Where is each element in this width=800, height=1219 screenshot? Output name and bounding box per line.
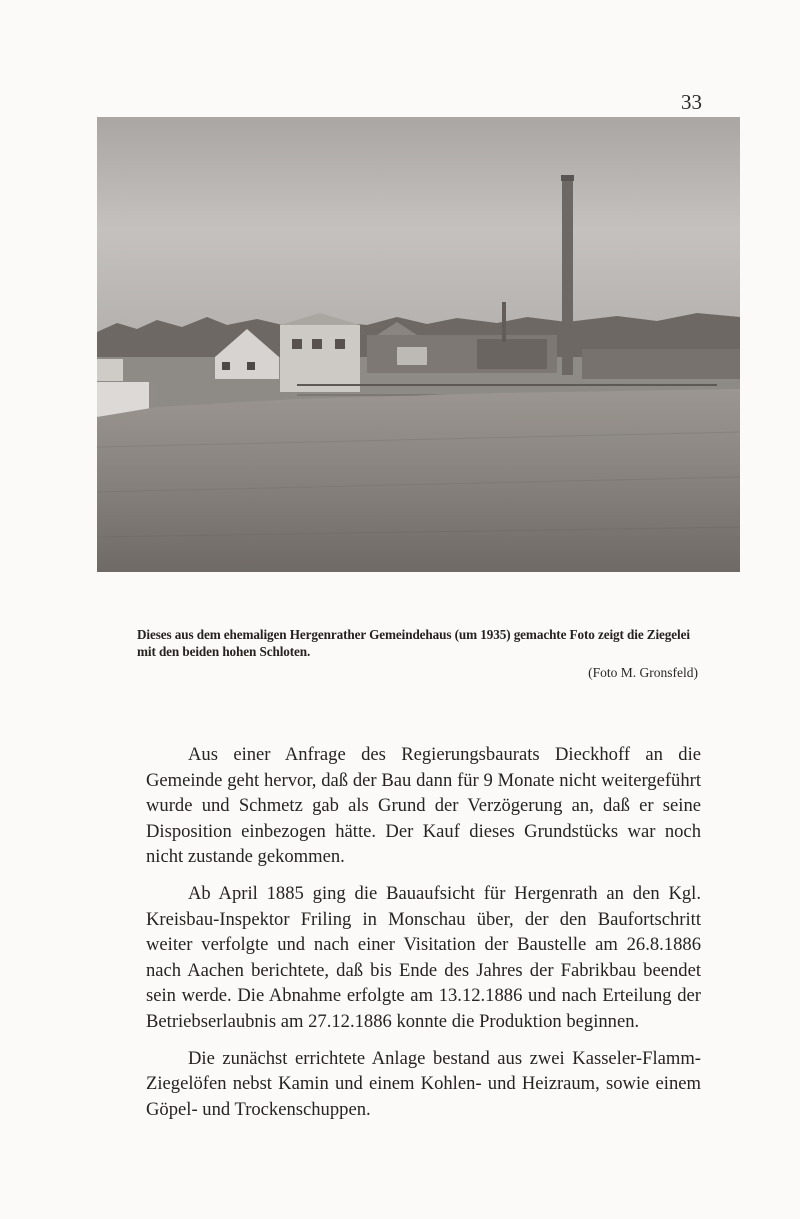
body-text [146, 742, 701, 1133]
photo-credit: (Foto M. Gronsfeld) [588, 665, 698, 680]
paragraph: Aus einer Anfrage des Regierungsbaurats Dieckhoff an die Gemeinde geht hervor, daß der Bau dann für 9 Monate nicht weitergeführt wurde und Schmetz gab als Grund der Verzögerung an, daß er seine Disposition einbezogen hätte. Der Kauf dieses Grundstücks war noch nicht zustande gekommen. [146, 744, 701, 868]
photo-chimney-small [502, 302, 506, 342]
photo-field [97, 389, 740, 572]
photo-chimney-tall [562, 179, 573, 375]
photo-sky [97, 117, 740, 342]
photo-tall-building [280, 325, 360, 392]
paragraph: Die zunächst errichtete Anlage bestand aus zwei Kasseler-Flamm-Ziegelöfen nebst Kamin und einem Kohlen- und Heizraum, sowie einem Göpel- und Trockenschuppen. [146, 1047, 701, 1120]
photo-caption: Dieses aus dem ehemaligen Hergenrather Gemeindehaus (um 1935) gemachte Foto zeigt die Ziegelei mit den beiden hohen Schloten. [137, 627, 690, 659]
historic-photo-brickworks [97, 117, 740, 572]
page-number: 33 [681, 90, 702, 114]
paragraph: Ab April 1885 ging die Bauaufsicht für Hergenrath an den Kgl. Kreisbau-Inspektor Friling in Monschau über, der den Baufortschritt weiter verfolgte und nach einer Visitation der Baustelle am 26.8.1886 nach Aachen berichtete, daß bis Ende des Jahres der Fabrikbau beendet sein werde. Die Abnahme erfolgte am 13.12.1886 und nach Erteilung der Betriebserlaubnis am 27.12.1886 konnte die Produktion beginnen. [146, 882, 701, 1032]
